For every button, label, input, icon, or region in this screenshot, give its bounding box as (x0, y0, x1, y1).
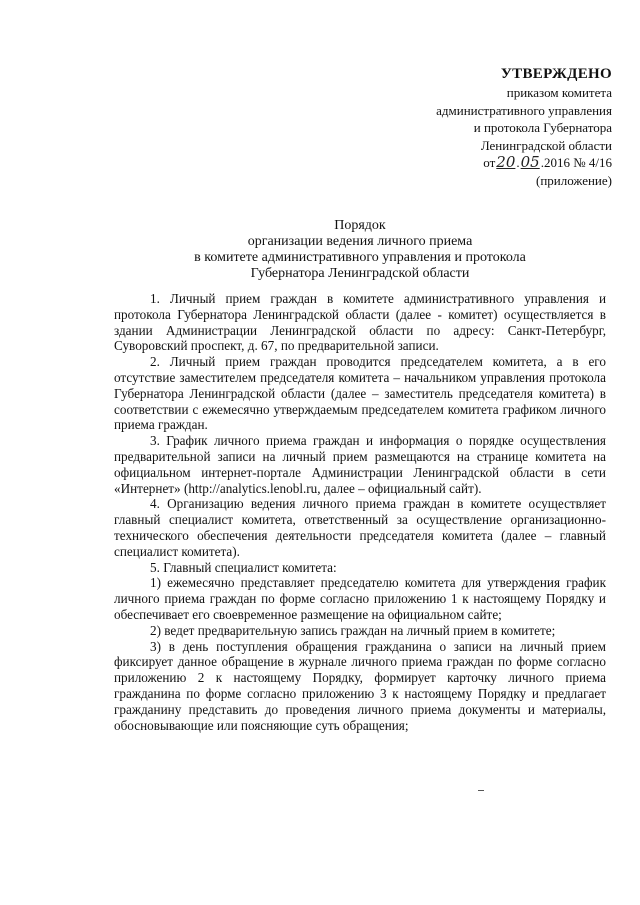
title-line-2: организации ведения личного приема (247, 234, 473, 249)
approved-heading: УТВЕРЖДЕНО (500, 66, 612, 82)
date-year-number: .2016 № 4/16 (540, 155, 612, 170)
approval-line-committee: административного управления (436, 102, 612, 118)
date-prefix: от (483, 155, 496, 170)
paragraph-5: 5. Главный специалист комитета: (150, 559, 337, 575)
approval-appendix: (приложение) (535, 172, 612, 188)
document-body (114, 291, 606, 733)
title-line-4: Губернатора Ленинградской области (250, 266, 470, 281)
paragraph-1: 1. Личный прием граждан в комитете административного управления и протокола Губернатора Ленинградской области (далее - комитет) осуществляется в здании Администрации Ленинградской области по адресу: Санкт-Петербург, Суворовский проспект, д. 67, по предварительной записи. (114, 291, 606, 354)
handwritten-month: 05 (520, 153, 540, 171)
title-line-3: в комитете административного управления и протокола (194, 250, 526, 265)
approval-date: от20.05.2016 № 4/16 (483, 153, 612, 171)
approval-line-order: приказом комитета (506, 85, 612, 100)
paragraph-5-item-2: 2) ведет предварительную запись граждан на личный прием в комитете; (150, 622, 556, 638)
paragraph-5-item-3: 3) в день поступления обращения гражданина о записи на личный прием фиксирует данное обращение в журнале личного приема граждан по форме согласно приложению 2 к настоящему Порядку, формирует карточку личного приема гражданина по форме согласно приложению 3 к настоящему Порядку и предлагает гражданину представить до проведения личного приема документы и материалы, обосновывающие или поясняющие суть обращения; (114, 638, 606, 733)
document-title (60, 218, 640, 282)
page-mark (478, 790, 484, 791)
title-line-1: Порядок (334, 218, 386, 233)
approval-block (436, 64, 612, 189)
paragraph-4: 4. Организацию ведения личного приема граждан в комитете осуществляет главный специалист комитета, ответственный за осуществление организационно-технического обеспечения деятельности председателя комитета (далее – главный специалист комитета). (114, 496, 606, 559)
approval-line-protocol: и протокола Губернатора (473, 120, 612, 135)
paragraph-3: 3. График личного приема граждан и информация о порядке осуществления предварительной записи на личный прием размещаются на странице комитета на официальном интернет-портале Администрации Ленинградской области в сети «Интернет» (http://analytics.lenobl.ru, далее – официальный сайт). (114, 433, 606, 496)
handwritten-day: 20 (496, 153, 516, 171)
approval-line-region: Ленинградской области (480, 137, 612, 153)
paragraph-5-item-1: 1) ежемесячно представляет председателю комитета для утверждения график личного приема граждан по форме согласно приложению 1 к настоящему Порядку и обеспечивает его своевременное размещение на официальном сайте; (114, 575, 606, 622)
paragraph-2: 2. Личный прием граждан проводится председателем комитета, а в его отсутствие заместителем председателя комитета – начальником управления протокола Губернатора Ленинградской области (далее – заместитель председателя комитета) в соответствии с ежемесячно утверждаемым председателем комитета графиком личного приема граждан. (114, 354, 606, 433)
